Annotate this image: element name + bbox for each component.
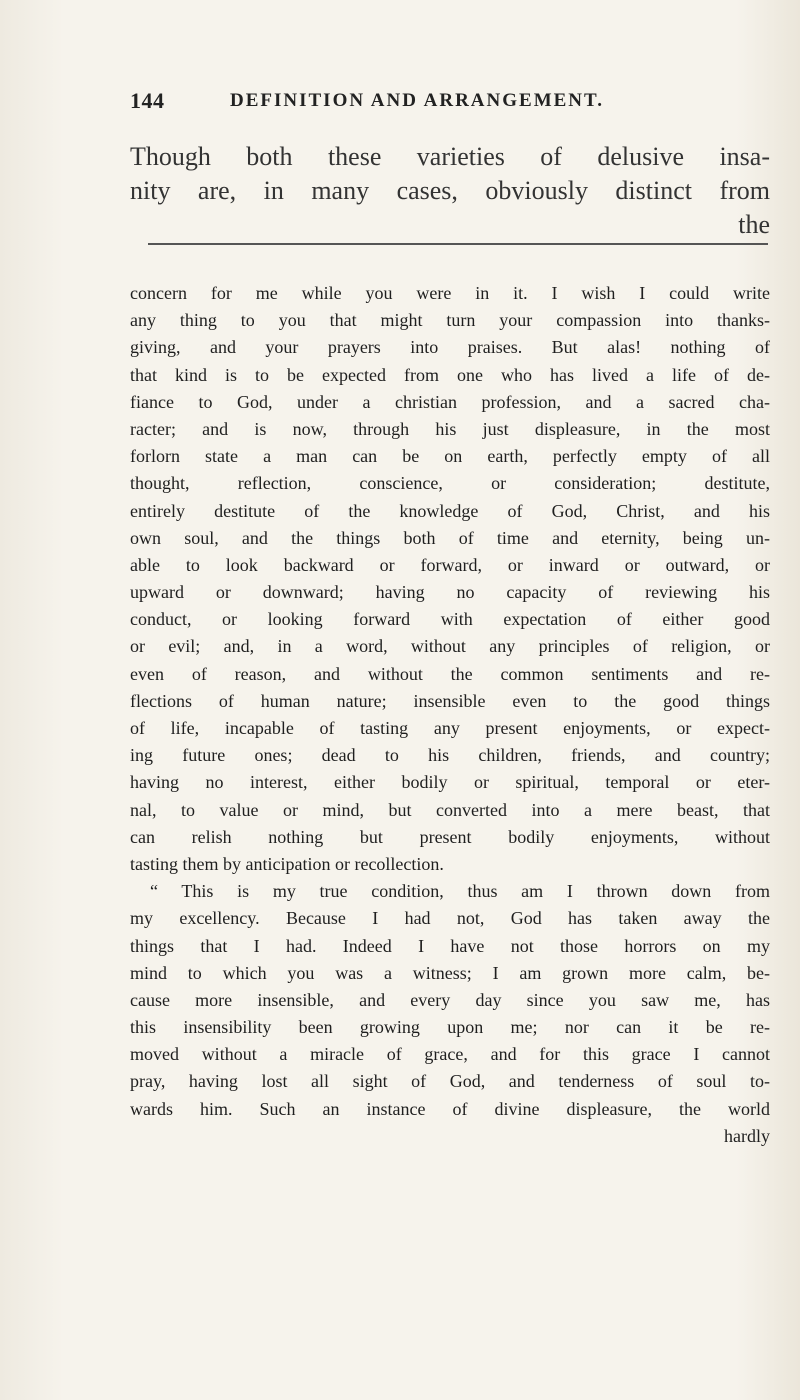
text-line: thought, reflection, conscience, or consideration; destitute,: [130, 473, 770, 494]
catchword: hardly: [724, 1125, 770, 1146]
catchwords-block: [130, 140, 770, 242]
text-line: my excellency. Because I had not, God has taken away the: [130, 908, 770, 929]
page-number: 144: [130, 88, 165, 113]
text-line: giving, and your prayers into praises. But alas! nothing of: [130, 337, 770, 358]
text-line: flections of human nature; insensible even to the good things: [130, 690, 770, 711]
text-line: entirely destitute of the knowledge of God, Christ, and his: [130, 500, 770, 521]
text-line: own soul, and the things both of time and eternity, being un-: [130, 527, 770, 548]
text-line: or evil; and, in a word, without any principles of religion, or: [130, 636, 770, 657]
text-line: of life, incapable of tasting any present enjoyments, or expect-: [130, 718, 770, 738]
catchword-line: nity are, in many cases, obviously distinct from: [130, 176, 770, 205]
text-line: even of reason, and without the common sentiments and re-: [130, 663, 770, 684]
text-line: that kind is to be expected from one who has lived a life of de-: [130, 364, 770, 385]
text-line: this insensibility been growing upon me; nor can it be re-: [130, 1017, 770, 1038]
catchword-line: Though both these varieties of delusive insa-: [130, 142, 770, 171]
text-line: can relish nothing but present bodily enjoyments, without: [130, 826, 770, 847]
page-header: [130, 88, 770, 118]
divider-rule: [148, 243, 768, 245]
text-line: upward or downward; having no capacity of reviewing his: [130, 582, 770, 603]
text-line: conduct, or looking forward with expectation of either good: [130, 609, 770, 630]
text-line: “ This is my true condition, thus am I thrown down from: [150, 881, 770, 902]
text-line: mind to which you was a witness; I am grown more calm, be-: [130, 962, 770, 983]
catchword-line: the: [738, 210, 770, 239]
text-line: moved without a miracle of grace, and for this grace I cannot: [130, 1044, 770, 1065]
text-line: racter; and is now, through his just displeasure, in the most: [130, 418, 770, 439]
text-line: wards him. Such an instance of divine displeasure, the world: [130, 1098, 770, 1119]
text-line: able to look backward or forward, or inward or outward, or: [130, 554, 770, 575]
text-line: cause more insensible, and every day since you saw me, has: [130, 989, 770, 1010]
text-line: ing future ones; dead to his children, friends, and country;: [130, 745, 770, 766]
text-line: having no interest, either bodily or spiritual, temporal or eter-: [130, 772, 770, 793]
text-line: forlorn state a man can be on earth, perfectly empty of all: [130, 446, 770, 467]
body-text: [130, 280, 770, 1150]
text-line: any thing to you that might turn your compassion into thanks-: [130, 310, 770, 331]
text-line: pray, having lost all sight of God, and tenderness of soul to-: [130, 1071, 770, 1092]
text-line: things that I had. Indeed I have not those horrors on my: [130, 935, 770, 956]
text-line: tasting them by anticipation or recollection.: [130, 853, 444, 874]
running-head: DEFINITION AND ARRANGEMENT.: [230, 90, 605, 111]
text-line: fiance to God, under a christian profession, and a sacred cha-: [130, 391, 770, 412]
text-line: nal, to value or mind, but converted into a mere beast, that: [130, 799, 770, 820]
text-line: concern for me while you were in it. I wish I could write: [130, 283, 770, 303]
